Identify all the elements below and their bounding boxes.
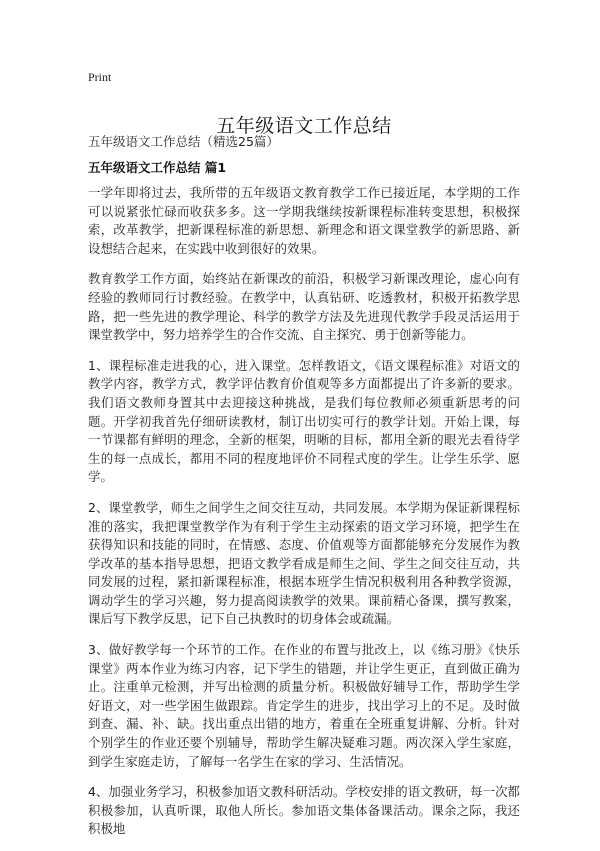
paragraph: 教育教学工作方面，始终站在新课改的前沿，积极学习新课改理论，虚心向有经验的教师同行讨教经验。在教学中，认真钻研、吃透教材，积极开拓教学思路，把一些先进的教学理论、科学的教学方法及先进现代教学手段灵活运用于课堂教学中，努力培养学生的合作交流、自主探究、勇于创新等能力。 [88, 271, 520, 343]
section-heading: 五年级语文工作总结 篇1 [88, 160, 227, 175]
paragraph: 2、课堂教学，师生之间学生之间交往互动，共同发展。本学期为保证新课程标准的落实，我把课堂教学作为有利于学生主动探索的语文学习环境，把学生在获得知识和技能的同时，在情感、态度、价值观等方面都能够充分发展作为教学改革的基本指导思想，把语文教学看成是师生之间、学生之间交往互动，共同发展的过程，紧扣新课程标准，根据本班学生情况积极利用各种教学资源，调动学生的学习兴趣，努力提高阅读教学的效果。课前精心备课，撰写教案，课后写下教学反思，记下自己执教时的切身体会或疏漏。 [88, 499, 520, 627]
paragraph: 一学年即将过去，我所带的五年级语文教育教学工作已接近尾，本学期的工作可以说紧张忙碌而收获多多。这一学期我继续按新课程标准转变思想，积极探索，改革教学，把新课程标准的新思想、新理念和语文课堂教学的新思路、新设想结合起来，在实践中收到很好的效果。 [88, 185, 520, 256]
paragraph: 1、课程标准走进我的心，进入课堂。怎样教语文，《语文课程标准》对语文的教学内容，教学方式，教学评估教育价值观等多方面都提出了许多新的要求。我们语文教师身置其中去迎接这种挑战，是我们每位教师必须重新思考的问题。开学初我首先仔细研读教材，制订出切实可行的教学计划。开始上课，每一节课都有鲜明的理念，全新的框架，明晰的目标，都用全新的眼光去看待学生的每一点成长，都用不同的程度地评价不同程式度的学生。让学生乐学、愿学。 [88, 357, 520, 485]
paragraph: 3、做好教学每一个环节的工作。在作业的布置与批改上，以《练习册》《快乐课堂》两本作业为练习内容，记下学生的错题，并让学生更正，直到做正确为止。注重单元检测，并写出检测的质量分析。积极做好辅导工作，帮助学生学好语文，对一些学困生做跟踪。肯定学生的进步，找出学习上的不足。及时做到查、漏、补、缺。找出重点出错的地方，着重在全班重复讲解、分析。针对个别学生的作业还要个别辅导，帮助学生解决疑难习题。两次深入学生家庭，到学生家庭走访，了解每一名学生在家的学习、生活情况。 [88, 642, 520, 769]
document-subtitle: 五年级语文工作总结（精选25篇） [88, 134, 279, 149]
page-title: 五年级语文工作总结 [216, 114, 392, 137]
document-body [88, 184, 520, 851]
print-link[interactable]: Print [88, 70, 112, 84]
paragraph: 4、加强业务学习，积极参加语文教科研活动。学校安排的语文教研，每一次都积极参加，认真听课，取他人所长。参加语文集体备课活动。课余之际，我还积极地 [88, 784, 520, 837]
